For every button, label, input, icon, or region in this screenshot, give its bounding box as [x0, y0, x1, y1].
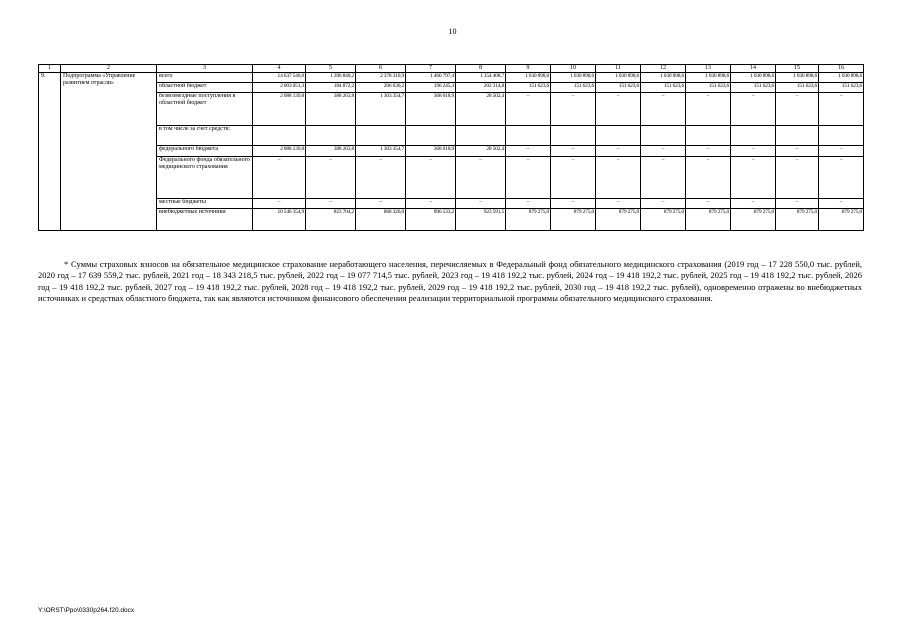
value-cell — [306, 125, 356, 145]
value-cell: – — [686, 198, 731, 208]
funding-source: областной бюджет — [157, 82, 253, 92]
value-cell: – — [253, 156, 306, 198]
column-header: 16 — [819, 65, 864, 73]
table-row — [39, 125, 864, 145]
value-cell: 879 275,0 — [551, 208, 596, 230]
column-header: 5 — [306, 65, 356, 73]
table-row — [39, 156, 864, 198]
column-header: 4 — [253, 65, 306, 73]
column-header: 1 — [39, 65, 61, 73]
value-cell: 151 623,6 — [731, 82, 776, 92]
value-cell: 1 030 898,6 — [641, 72, 686, 82]
value-cell — [596, 125, 641, 145]
value-cell: – — [641, 92, 686, 125]
value-cell: 879 275,0 — [819, 208, 864, 230]
page-number: 10 — [448, 27, 457, 36]
value-cell: – — [686, 92, 731, 125]
value-cell: – — [819, 145, 864, 156]
value-cell: 1 030 898,6 — [731, 72, 776, 82]
value-cell: 2 378 310,9 — [356, 72, 406, 82]
value-cell: 879 275,0 — [506, 208, 551, 230]
value-cell — [506, 125, 551, 145]
column-header: 6 — [356, 65, 406, 73]
value-cell: 823 704,2 — [306, 208, 356, 230]
value-cell: 206 630,2 — [356, 82, 406, 92]
value-cell: – — [406, 198, 456, 208]
value-cell: 879 275,0 — [596, 208, 641, 230]
value-cell: 151 623,6 — [551, 82, 596, 92]
value-cell: – — [776, 92, 819, 125]
column-header: 15 — [776, 65, 819, 73]
column-header: 8 — [456, 65, 506, 73]
column-header: 11 — [596, 65, 641, 73]
value-cell: 1 303 354,7 — [356, 145, 406, 156]
value-cell: – — [406, 156, 456, 198]
value-cell: 1 030 898,6 — [776, 72, 819, 82]
value-cell: – — [506, 145, 551, 156]
value-cell: – — [356, 156, 406, 198]
value-cell: 923 591,5 — [456, 208, 506, 230]
value-cell: – — [551, 198, 596, 208]
value-cell: 28 502,4 — [456, 145, 506, 156]
value-cell: 2 088 139,8 — [253, 145, 306, 156]
value-cell: 1 303 354,7 — [356, 92, 406, 125]
value-cell: – — [686, 156, 731, 198]
funding-source: Федерального фонда обязательного медицинского страхования — [157, 156, 253, 198]
value-cell: 368 018,9 — [406, 92, 456, 125]
value-cell: 1 030 898,6 — [551, 72, 596, 82]
value-cell — [551, 125, 596, 145]
table-row — [39, 82, 864, 92]
value-cell: – — [506, 198, 551, 208]
value-cell: – — [253, 198, 306, 208]
column-header: 13 — [686, 65, 731, 73]
table-row — [39, 208, 864, 230]
value-cell — [356, 125, 406, 145]
value-cell: – — [551, 156, 596, 198]
value-cell: 151 623,6 — [819, 82, 864, 92]
table-row — [39, 92, 864, 125]
column-header: 3 — [157, 65, 253, 73]
value-cell: 2 003 051,3 — [253, 82, 306, 92]
value-cell: – — [731, 198, 776, 208]
row-number: 9. — [39, 72, 61, 230]
value-cell: 151 623,6 — [506, 82, 551, 92]
value-cell: – — [641, 156, 686, 198]
funding-source: федерального бюджета — [157, 145, 253, 156]
funding-source: внебюджетные источники — [157, 208, 253, 230]
funding-source: в том числе за счет средств: — [157, 125, 253, 145]
value-cell: – — [306, 198, 356, 208]
value-cell: 879 275,0 — [776, 208, 819, 230]
footnote: * Суммы страховых взносов на обязательное медицинское страхование неработающего населения, перечисляемых в Федеральный фонд обязательного медицинского страхования (2019 год – 17 228 550,0 тыс. рублей, 2020 год – 17 639 559,2 тыс. рублей, 2021 год – 18 343 218,5 тыс. рублей, 2022 год – 19 077 714,5 тыс. рублей, 2023 год – 19 418 192,2 тыс. рублей, 2024 год – 19 418 192,2 тыс. рублей, 2025 год – 19 418 192,2 тыс. рублей, 2026 год – 19 418 192,2 тыс. рублей, 2027 год – 19 418 192,2 тыс. рублей, 2028 год – 19 418 192,2 тыс. рублей, 2029 год – 19 418 192,2 тыс. рублей, 2030 год – 19 418 192,2 тыс. рублей), одновременно отражены во внебюджетных источниках и средствах областного бюджета, так как являются источником финансового обеспечения реализации территориальной программы обязательного медицинского страхования. — [38, 258, 862, 304]
value-cell: 879 275,0 — [686, 208, 731, 230]
value-cell — [686, 125, 731, 145]
value-cell — [641, 125, 686, 145]
value-cell: 28 502,4 — [456, 92, 506, 125]
program-name: Подпрограмма «Управление развитием отрасли» — [61, 72, 157, 230]
value-cell: 1 030 898,6 — [819, 72, 864, 82]
value-cell — [406, 125, 456, 145]
value-cell: – — [596, 92, 641, 125]
value-cell: 1 154 408,7 — [456, 72, 506, 82]
value-cell: – — [551, 92, 596, 125]
file-path: Y:\ORST\Ppo\0330p264.f20.docx — [38, 607, 135, 614]
value-cell: 1 396 840,2 — [306, 72, 356, 82]
column-header: 9 — [506, 65, 551, 73]
value-cell: 879 275,0 — [641, 208, 686, 230]
funding-source: безвозмездные поступления в областной бюджет — [157, 92, 253, 125]
value-cell — [731, 125, 776, 145]
value-cell: – — [456, 198, 506, 208]
value-cell — [776, 125, 819, 145]
funding-source: местные бюджеты — [157, 198, 253, 208]
value-cell: 879 275,0 — [731, 208, 776, 230]
value-cell: 896 533,2 — [406, 208, 456, 230]
table-row — [39, 72, 864, 82]
value-cell: – — [551, 145, 596, 156]
value-cell: 368 018,9 — [406, 145, 456, 156]
column-header: 7 — [406, 65, 456, 73]
value-cell: – — [641, 145, 686, 156]
value-cell: – — [596, 145, 641, 156]
value-cell: – — [819, 198, 864, 208]
value-cell: – — [456, 156, 506, 198]
value-cell: – — [506, 156, 551, 198]
column-header: 14 — [731, 65, 776, 73]
table-row — [39, 198, 864, 208]
value-cell: 10 546 354,9 — [253, 208, 306, 230]
value-cell: – — [306, 156, 356, 198]
budget-table — [38, 64, 864, 231]
value-cell: – — [819, 92, 864, 125]
value-cell: 1 460 797,4 — [406, 72, 456, 82]
value-cell: 2 088 139,8 — [253, 92, 306, 125]
column-header: 2 — [61, 65, 157, 73]
value-cell: – — [731, 145, 776, 156]
value-cell: – — [731, 92, 776, 125]
value-cell: – — [776, 156, 819, 198]
table-row — [39, 145, 864, 156]
value-cell: – — [776, 145, 819, 156]
value-cell: 388 263,8 — [306, 92, 356, 125]
value-cell: 184 872,2 — [306, 82, 356, 92]
value-cell: – — [356, 198, 406, 208]
value-cell: – — [819, 156, 864, 198]
value-cell: 1 030 898,6 — [596, 72, 641, 82]
column-header: 12 — [641, 65, 686, 73]
value-cell: 196 245,3 — [406, 82, 456, 92]
value-cell: 151 623,6 — [686, 82, 731, 92]
value-cell: 151 623,6 — [596, 82, 641, 92]
value-cell: 1 030 898,6 — [686, 72, 731, 82]
value-cell: – — [776, 198, 819, 208]
value-cell: 868 326,0 — [356, 208, 406, 230]
value-cell: – — [686, 145, 731, 156]
value-cell — [253, 125, 306, 145]
value-cell — [456, 125, 506, 145]
value-cell: – — [596, 198, 641, 208]
value-cell: 202 314,8 — [456, 82, 506, 92]
value-cell: 1 030 898,6 — [506, 72, 551, 82]
value-cell: 151 623,6 — [776, 82, 819, 92]
value-cell: – — [596, 156, 641, 198]
value-cell: 14 637 546,0 — [253, 72, 306, 82]
value-cell: – — [641, 198, 686, 208]
value-cell: – — [506, 92, 551, 125]
value-cell: 388 263,8 — [306, 145, 356, 156]
value-cell: – — [731, 156, 776, 198]
value-cell — [819, 125, 864, 145]
value-cell: 151 623,6 — [641, 82, 686, 92]
table-header-row — [39, 65, 864, 73]
funding-source: всего — [157, 72, 253, 82]
column-header: 10 — [551, 65, 596, 73]
